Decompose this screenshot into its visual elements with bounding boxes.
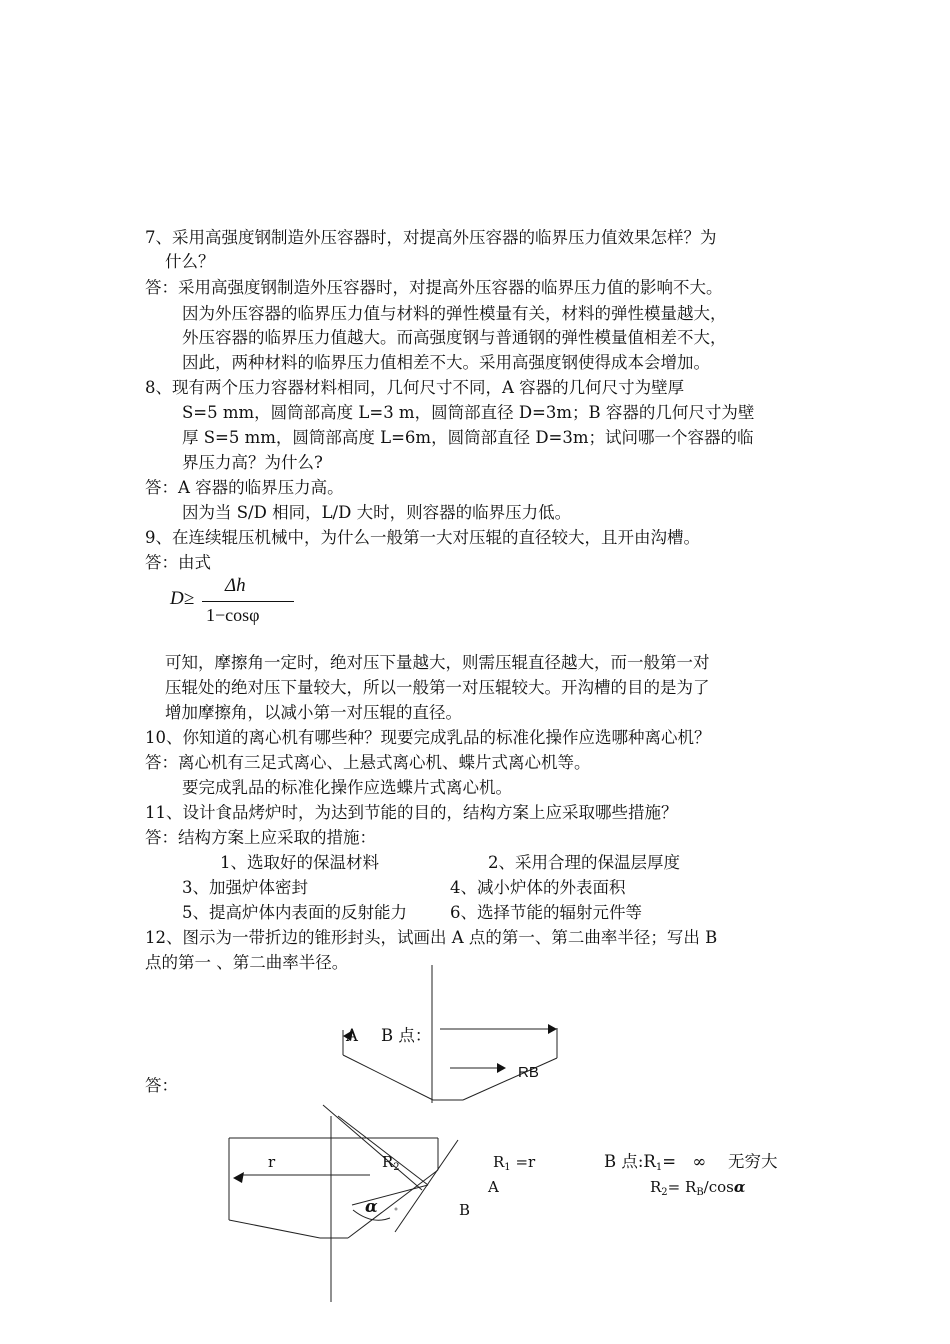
formula-numerator: Δh <box>225 575 246 596</box>
q8-line4: 界压力高？为什么? <box>182 453 323 472</box>
eq-b-r1-value: = ∞ 无穷大 <box>662 1152 778 1171</box>
q11-measure1: 1、选取好的保温材料 <box>220 853 379 872</box>
q11-measure4: 4、减小炉体的外表面积 <box>450 878 626 897</box>
eq-b-r2-subscript-b: B <box>696 1187 704 1198</box>
q11-answer1: 答：结构方案上应采取的措施： <box>145 828 376 847</box>
q7-answer4: 因此，两种材料的临界压力值相差不大。采用高强度钢使得成本会增加。 <box>182 353 710 372</box>
eq-a-r1-value: =r <box>510 1153 536 1171</box>
q10-line1: 10、你知道的离心机有哪些种？现要完成乳品的标准化操作应选哪种离心机？ <box>145 728 711 747</box>
figure2-arrowheads <box>233 1172 244 1183</box>
q9-answer3: 压辊处的绝对压下量较大，所以一般第一对压辊较大。开沟槽的目的是为了 <box>165 678 710 697</box>
fig2-label-r2 <box>382 1152 400 1178</box>
q8-line2: S=5 mm，圆筒部高度 L=3 m，圆筒部直径 D=3m；B 容器的几何尺寸为壁 <box>182 403 755 422</box>
eq-b-r1-subscript: 1 <box>655 1162 663 1173</box>
q9-answer2: 可知，摩擦角一定时，绝对压下量越大，则需压辊直径越大，而一般第一对 <box>165 653 710 672</box>
eq-b-r2-subscript: 2 <box>661 1187 668 1198</box>
eq-b-r1 <box>604 1152 778 1178</box>
q11-line1: 11、设计食品烤炉时，为达到节能的目的，结构方案上应采取哪些措施？ <box>145 803 678 822</box>
q7-answer3: 外压容器的临界压力值越大。而高强度钢与普通钢的弹性模量值相差不大， <box>182 328 727 347</box>
q7-line2: 什么？ <box>165 252 215 271</box>
q11-measure3: 3、加强炉体密封 <box>182 878 308 897</box>
figure2-conical-head <box>229 1105 458 1302</box>
eq-b-r2-mid: = R <box>667 1178 697 1196</box>
q10-answer1: 答：离心机有三足式离心、上悬式离心机、蝶片式离心机等。 <box>145 753 591 772</box>
fig1-label-a: A <box>346 1026 358 1045</box>
eq-a-r1-base: R <box>493 1153 505 1171</box>
q8-line1: 8、现有两个压力容器材料相同，几何尺寸不同，A 容器的几何尺寸为壁厚 <box>145 378 685 397</box>
q8-answer2: 因为当 S/D 相同，L/D 大时，则容器的临界压力低。 <box>182 503 572 522</box>
eq-b-r2-base: R <box>650 1178 662 1196</box>
fig1-label-rb: RB <box>518 1064 539 1081</box>
eq-b-r2 <box>650 1177 745 1203</box>
q12-answer-label: 答： <box>145 1076 178 1095</box>
eq-b-r2-cos: /cos <box>703 1178 734 1196</box>
fig2-r2-subscript: 2 <box>393 1162 400 1173</box>
fig2-label-r: r <box>268 1153 276 1171</box>
eq-a-r1 <box>493 1152 535 1178</box>
fig2-label-alpha: α <box>365 1197 378 1216</box>
figure2-center-mark <box>395 1208 398 1211</box>
eq-a-r1-subscript: 1 <box>504 1162 511 1173</box>
q7-answer1: 答：采用高强度钢制造外压容器时，对提高外压容器的临界压力值的影响不大。 <box>145 278 723 297</box>
fig2-r2-base: R <box>382 1153 394 1171</box>
formula-lhs: D≥ <box>170 588 195 609</box>
eq-b-r2-alpha: α <box>733 1178 746 1196</box>
q12-line1: 12、图示为一带折边的锥形封头，试画出 A 点的第一、第二曲率半径；写出 B <box>145 928 718 947</box>
q7-line1: 7、采用高强度钢制造外压容器时，对提高外压容器的临界压力值效果怎样？为 <box>145 228 717 247</box>
q9-answer4: 增加摩擦角，以减小第一对压辊的直径。 <box>165 703 462 722</box>
q9-answer1: 答：由式 <box>145 553 211 572</box>
q11-measure6: 6、选择节能的辐射元件等 <box>450 903 642 922</box>
fig1-label-b-point: B 点： <box>381 1026 432 1045</box>
fig2-label-a: A <box>488 1178 499 1196</box>
q8-answer1: 答：A 容器的临界压力高。 <box>145 478 344 497</box>
q10-answer2: 要完成乳品的标准化操作应选蝶片式离心机。 <box>182 778 512 797</box>
eq-b-r1-base: B 点:R <box>604 1152 656 1171</box>
q12-line2: 点的第一 、第二曲率半径。 <box>145 953 349 972</box>
q8-line3: 厚 S=5 mm，圆筒部高度 L=6m，圆筒部直径 D=3m；试问哪一个容器的临 <box>182 428 754 447</box>
formula-denominator: 1−cosφ <box>206 605 260 625</box>
q9-line1: 9、在连续辊压机械中，为什么一般第一大对压辊的直径较大，且开由沟槽。 <box>145 528 700 547</box>
q11-measure5: 5、提高炉体内表面的反射能力 <box>182 903 407 922</box>
q11-measure2: 2、采用合理的保温层厚度 <box>488 853 680 872</box>
fig2-label-b: B <box>459 1201 471 1219</box>
q7-answer2: 因为外压容器的临界压力值与材料的弹性模量有关，材料的弹性模量越大， <box>182 304 727 323</box>
